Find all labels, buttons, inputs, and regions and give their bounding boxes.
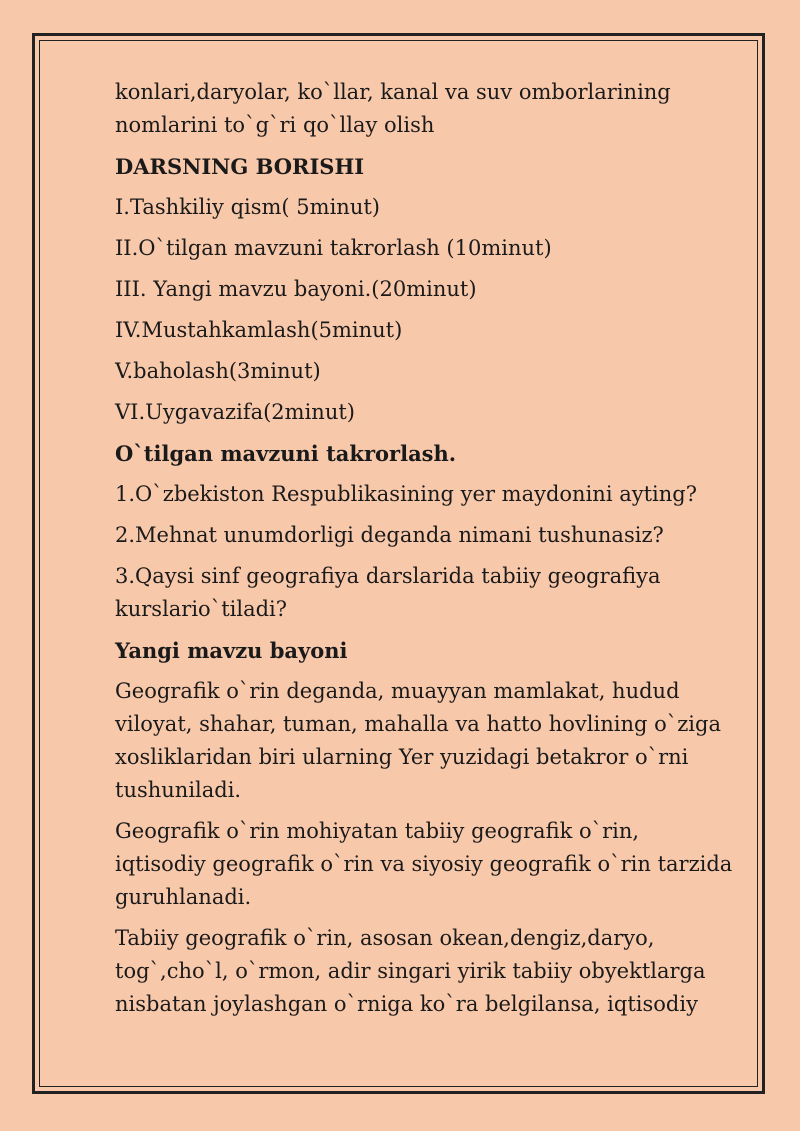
- paragraph-location-types: Geografik o`rin mohiyatan tabiiy geografik o`rin, iqtisodiy geografik o`rin va siyosiy geografik o`rin tarzida guruhlanadi.: [115, 819, 733, 909]
- question-1: 1.O`zbekiston Respublikasining yer maydonini ayting?: [115, 482, 697, 506]
- heading-new-topic: Yangi mavzu bayoni: [115, 638, 348, 663]
- question-3: 3.Qaysi sinf geografiya darslarida tabiiy geografiya kurslario`tiladi?: [115, 564, 661, 621]
- heading-lesson-progress: DARSNING BORISHI: [115, 154, 365, 179]
- question-2: 2.Mehnat unumdorligi deganda nimani tushunasiz?: [115, 523, 664, 547]
- plan-item-6: VI.Uygavazifa(2minut): [115, 400, 355, 424]
- plan-item-2: II.O`tilgan mavzuni takrorlash (10minut): [115, 236, 552, 260]
- heading-review: O`tilgan mavzuni takrorlash.: [115, 441, 457, 466]
- plan-item-5: V.baholash(3minut): [115, 359, 321, 383]
- document-body: [115, 76, 735, 1029]
- paragraph-geographic-location: Geografik o`rin deganda, muayyan mamlakat, hudud viloyat, shahar, tuman, mahalla va hatto hovlining o`ziga xosliklaridan biri ularning Yer yuzidagi betakror o`rni tushuniladi.: [115, 679, 721, 802]
- plan-item-3: III. Yangi mavzu bayoni.(20minut): [115, 277, 477, 301]
- plan-item-4: IV.Mustahkamlash(5minut): [115, 318, 403, 342]
- plan-item-1: I.Tashkiliy qism( 5minut): [115, 195, 380, 219]
- paragraph-intro: konlari,daryolar, ko`llar, kanal va suv omborlarining nomlarini to`g`ri qo`llay olish: [115, 80, 671, 137]
- paragraph-natural-location: Tabiiy geografik o`rin, asosan okean,dengiz,daryo, tog`,cho`l, o`rmon, adir singari yirik tabiiy obyektlarga nisbatan joylashgan o`rniga ko`ra belgilansa, iqtisodiy: [115, 926, 706, 1016]
